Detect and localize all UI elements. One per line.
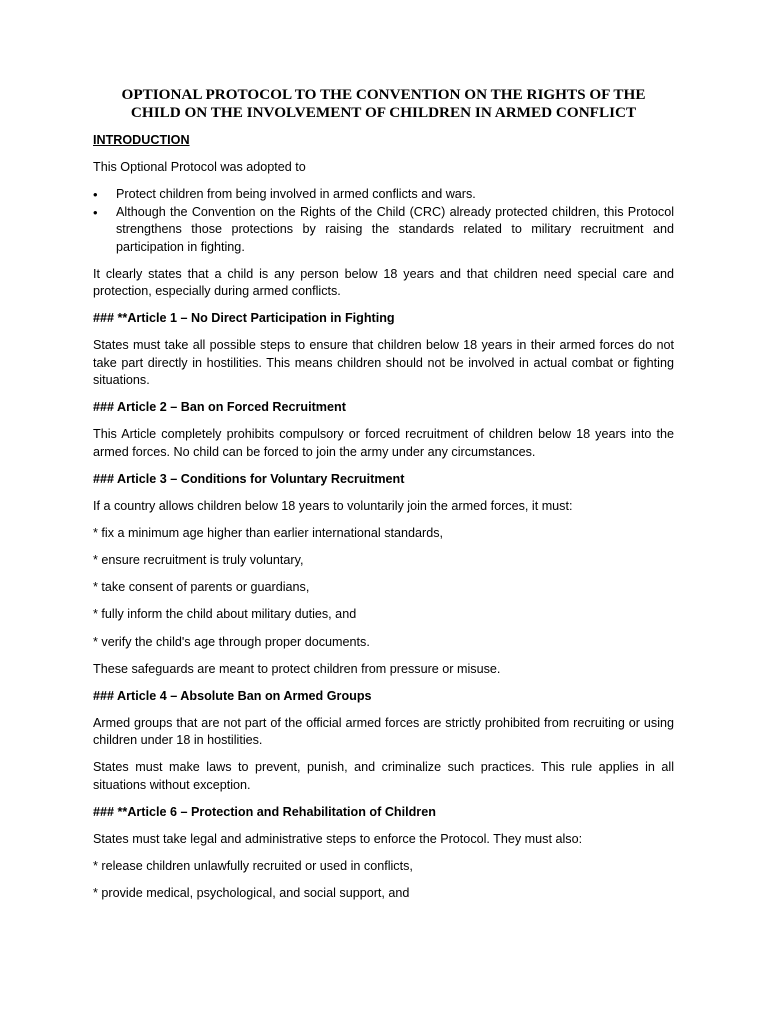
document-content [93, 86, 674, 913]
introduction-closing: It clearly states that a child is any person below 18 years and that children need special care and protection, especially during armed conflicts. [93, 266, 674, 298]
list-item: * fully inform the child about military duties, and [93, 607, 357, 622]
document-title [73, 86, 694, 122]
introduction-lead: This Optional Protocol was adopted to [93, 160, 306, 174]
list-item: * verify the child's age through proper documents. [93, 634, 370, 649]
list-item [93, 204, 674, 257]
article-1-heading: ### **Article 1 – No Direct Participation in Fighting [93, 311, 395, 325]
article-3-heading: ### Article 3 – Conditions for Voluntary Recruitment [93, 471, 405, 486]
article-4-heading: ### Article 4 – Absolute Ban on Armed Groups [93, 688, 372, 703]
list-item: * ensure recruitment is truly voluntary, [93, 552, 304, 567]
bullet-icon: • [93, 187, 98, 202]
list-item: * release children unlawfully recruited or used in conflicts, [93, 858, 413, 873]
article-3-closing: These safeguards are meant to protect children from pressure or misuse. [93, 661, 501, 676]
list-item: * take consent of parents or guardians, [93, 580, 310, 595]
list-item: * fix a minimum age higher than earlier international standards, [93, 525, 444, 540]
article-6-heading: ### **Article 6 – Protection and Rehabilitation of Children [93, 804, 436, 819]
bullet-text: Although the Convention on the Rights of the Child (CRC) already protected children, this Protocol strengthens those protections by raising the standards related to military recruitment and participation in fighting. [116, 204, 674, 254]
article-6-lead: States must take legal and administrative steps to enforce the Protocol. They must also: [93, 831, 583, 846]
article-3-lead: If a country allows children below 18 years to voluntarily join the armed forces, it must: [93, 498, 573, 513]
article-2-body: This Article completely prohibits compulsory or forced recruitment of children below 18 years into the armed forces. No child can be forced to join the army under any circumstances. [93, 427, 674, 459]
bullet-text: Protect children from being involved in armed conflicts and wars. [116, 187, 476, 201]
bullet-icon: • [93, 204, 98, 220]
introduction-bullet-list [93, 186, 674, 256]
title-line-1: OPTIONAL PROTOCOL TO THE CONVENTION ON THE RIGHTS OF THE [121, 86, 646, 103]
list-item: * provide medical, psychological, and social support, and [93, 886, 410, 901]
title-line-2: CHILD ON THE INVOLVEMENT OF CHILDREN IN ARMED CONFLICT [130, 104, 637, 121]
list-item [93, 186, 674, 204]
article-4-body-2: States must make laws to prevent, punish, and criminalize such practices. This rule applies in all situations without exception. [93, 760, 674, 792]
introduction-heading: INTRODUCTION [93, 133, 190, 147]
article-4-body-1: Armed groups that are not part of the official armed forces are strictly prohibited from recruiting or using children under 18 in hostilities. [93, 715, 674, 748]
article-1-body: States must take all possible steps to ensure that children below 18 years in their armed forces do not take part directly in hostilities. This means children should not be involved in actual combat or fighting situations. [93, 338, 674, 387]
article-2-heading: ### Article 2 – Ban on Forced Recruitment [93, 400, 346, 414]
